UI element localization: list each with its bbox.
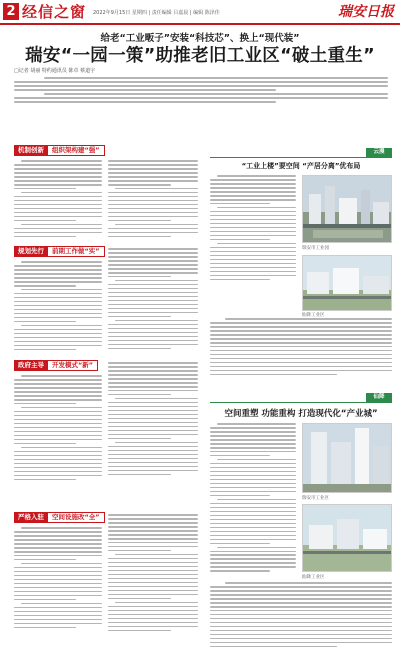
photo-industrial-park-buildings — [302, 423, 392, 493]
photo3-caption: 瑞安市工业区 — [302, 496, 329, 501]
article-text-col1c — [14, 375, 102, 483]
photo-industrial-park-aerial — [302, 175, 392, 243]
photo-industrial-area-render-2 — [302, 504, 392, 572]
section-title: 组织架构建“强” — [48, 145, 105, 156]
article-text-col2d — [108, 514, 198, 634]
masthead-rule — [0, 23, 400, 25]
section-tag: 政府主导 — [14, 360, 48, 371]
photo-industrial-area-render — [302, 255, 392, 311]
block1-text-left — [210, 175, 296, 283]
block2-text-left — [210, 423, 296, 574]
issue-meta: 2022年9月15日 星期四 | 责任编辑 吕嘉晨 | 编辑 陈泽佳 — [93, 10, 220, 16]
article-text-col2a — [108, 160, 198, 240]
photo4-caption: 仙降工业区 — [302, 575, 325, 580]
buildings-photo-icon — [303, 424, 392, 493]
article-text-col2c — [108, 362, 198, 478]
photo2-caption: 仙降工业区 — [302, 313, 325, 318]
section-label-2 — [14, 246, 105, 257]
headline-kicker: 给老“工业畈子”安装“科技芯”、换上“现代装” — [100, 33, 300, 44]
block1-text-bottom — [210, 318, 392, 378]
section-label-4 — [14, 512, 105, 523]
block2-text-bottom — [210, 582, 392, 650]
render2-photo-icon — [303, 505, 392, 572]
masthead — [0, 0, 400, 24]
article-text-col2b — [108, 248, 198, 352]
section-tag: 机制创新 — [14, 145, 48, 156]
block2-rule — [210, 402, 392, 403]
section-tag: 严格入驻 — [14, 512, 48, 523]
headline-title: 瑞安“一园一策”助推老旧工业区“破土重生” — [25, 46, 375, 66]
paper-logo: 瑞安日报 — [338, 4, 394, 20]
page-number: 2 — [3, 3, 19, 20]
article-text-col1b — [14, 261, 102, 353]
section-title: 开发模式“新” — [48, 360, 98, 371]
section-label-1 — [14, 145, 105, 156]
section-name: 经信之窗 — [22, 3, 87, 21]
render-photo-icon — [303, 256, 392, 311]
byline: □记者 胡丽 特约通讯员 陈卓 蔡道宇 — [14, 68, 96, 74]
intro-paragraph — [14, 77, 388, 105]
section-title: 空间设施改“全” — [48, 512, 105, 523]
aerial-photo-icon — [303, 176, 392, 243]
block1-tag: 云漫 — [366, 148, 392, 157]
block1-title: “工业上楼”要空间 “产居分离”优布局 — [241, 162, 361, 170]
article-text-col1d — [14, 527, 102, 631]
block2-title: 空间重塑 功能重构 打造现代化“产业城” — [224, 409, 378, 419]
article-text-col1a — [14, 160, 102, 240]
block2-tag: 仙降 — [366, 393, 392, 402]
section-title: 前期工作做“实” — [48, 246, 105, 257]
section-label-3 — [14, 360, 98, 371]
block1-rule — [210, 157, 392, 158]
photo1-caption: 瑞安市工业园 — [302, 246, 329, 251]
section-tag: 规划先行 — [14, 246, 48, 257]
